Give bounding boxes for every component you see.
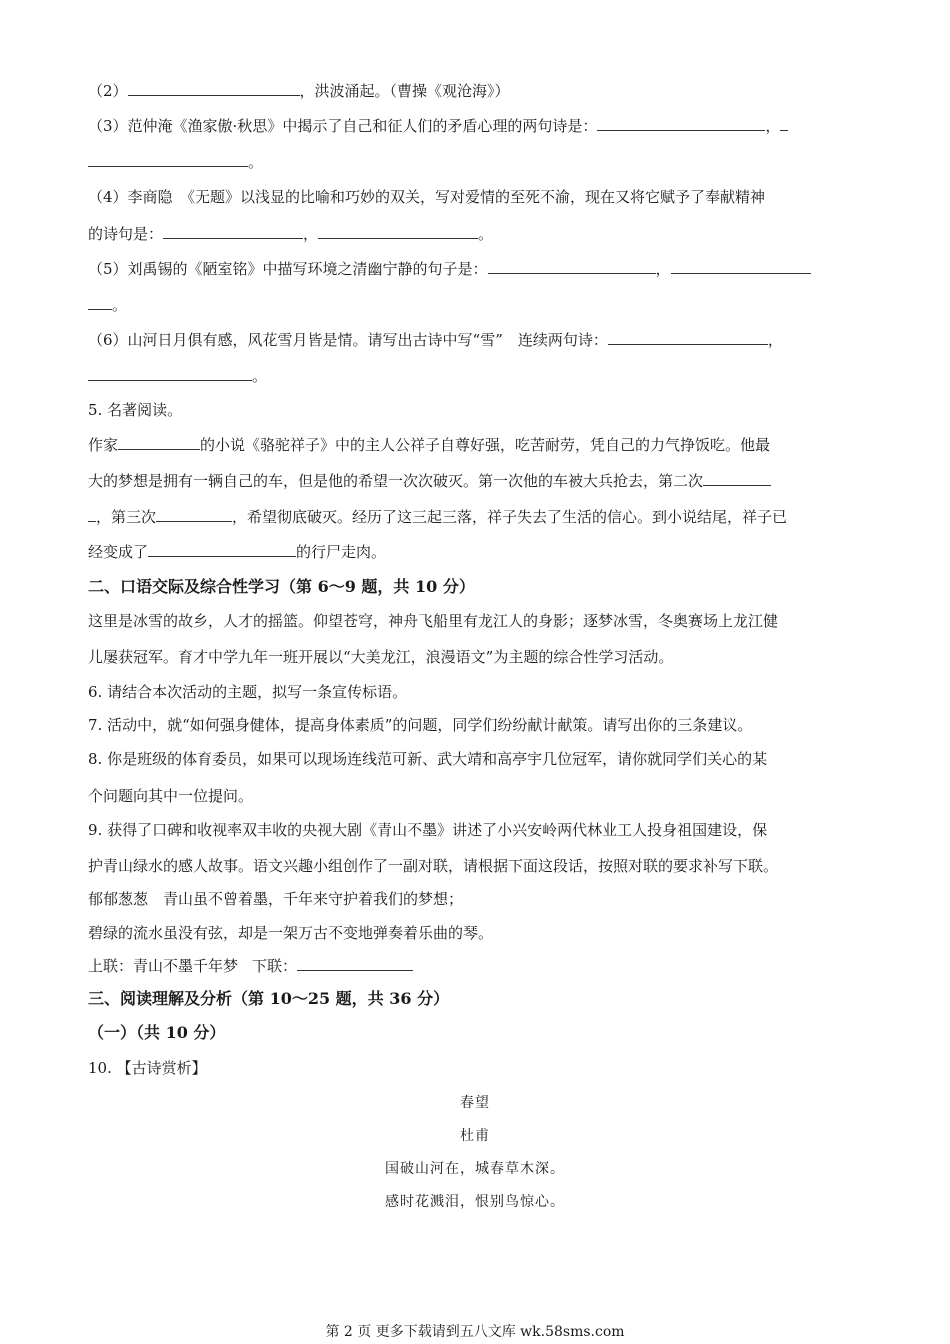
section-2-intro-1: 这里是冰雪的故乡，人才的摇篮。仰望苍穹，神舟飞船里有龙江人的身影；逐梦冰雪，冬奥赛场上龙江健 — [88, 612, 779, 630]
answer-blank-start[interactable] — [780, 116, 788, 131]
answer-blank-second-cont[interactable] — [88, 507, 96, 522]
q5-line-4 — [88, 542, 386, 562]
q9-couplet — [88, 956, 413, 976]
answer-blank-third[interactable] — [156, 507, 232, 522]
q4-item-6 — [88, 330, 783, 350]
q8-line-2: 个问题向其中一位提问。 — [88, 787, 254, 805]
end-mark: 。 — [478, 225, 494, 243]
section-3-sub-1: （一）（共 10 分） — [88, 1023, 226, 1042]
poem-line-2: 感时花溅泪，恨别鸟惊心。 — [385, 1194, 565, 1210]
separator: ， — [303, 225, 319, 243]
text: 经变成了 — [88, 543, 149, 561]
q4-item-3 — [88, 116, 788, 136]
end-mark: 。 — [252, 367, 268, 385]
item-label: （2） — [88, 82, 128, 100]
answer-blank-start[interactable] — [671, 259, 811, 274]
q7: 7. 活动中，就“如何强身健体，提高身体素质”的问题，同学们纷纷献计献策。请写出你的三条建议。 — [88, 716, 753, 734]
poem-author: 杜甫 — [460, 1128, 490, 1144]
end-mark: 。 — [112, 296, 128, 314]
answer-blank[interactable] — [608, 330, 768, 345]
text: 大的梦想是拥有一辆自己的车，但是他的希望一次次破灭。第一次他的车被大兵抢去，第二次 — [88, 472, 704, 490]
q5-line-1 — [88, 435, 770, 455]
page-footer: 第 2 页 更多下载请到五八文库 wk.58sms.com — [325, 1324, 625, 1340]
text: ，希望彻底破灭。经历了这三起三落，祥子失去了生活的信心。到小说结尾，祥子已 — [232, 508, 788, 526]
text: ，第三次 — [96, 508, 157, 526]
answer-blank[interactable] — [88, 366, 252, 381]
separator: ， — [767, 331, 783, 349]
q6: 6. 请结合本次活动的主题，拟写一条宣传标语。 — [88, 683, 408, 701]
q5-line-3 — [88, 507, 787, 527]
q4-item-4-cont — [88, 224, 493, 244]
section-2-heading: 二、口语交际及综合性学习（第 6～9 题，共 10 分） — [88, 577, 475, 596]
q8-line-1: 8. 你是班级的体育委员，如果可以现场连线范可新、武大靖和高亭宇几位冠军，请你就同学们关心的某 — [88, 750, 768, 768]
q4-item-2 — [88, 81, 510, 101]
item-text: （3）范仲淹《渔家傲·秋思》中揭示了自己和征人们的矛盾心理的两句诗是： — [88, 117, 598, 135]
answer-blank[interactable] — [597, 116, 765, 131]
separator: ， — [655, 260, 671, 278]
poem-title: 春望 — [460, 1095, 490, 1111]
text: 的行尸走肉。 — [296, 543, 387, 561]
answer-blank[interactable] — [488, 259, 656, 274]
q4-item-5 — [88, 259, 811, 279]
q4-item-4 — [88, 187, 765, 207]
upper-couplet: 上联：青山不墨千年梦 — [88, 957, 239, 975]
q4-item-3-cont — [88, 152, 263, 172]
item-text: （4）李商隐 《无题》以浅显的比喻和巧妙的双关，写对爱情的至死不渝，现在又将它赋予了奉献精神 — [88, 188, 766, 206]
item-text: ，洪波涌起。（曹操《观沧海》） — [299, 82, 510, 100]
text: 的小说《骆驼祥子》中的主人公祥子自尊好强，吃苦耐劳，凭自己的力气挣饭吃。他最 — [200, 436, 771, 454]
answer-blank-author[interactable] — [118, 435, 200, 450]
lower-couplet-label: 下联： — [252, 957, 298, 975]
answer-blank[interactable] — [88, 295, 112, 310]
q5-title: 5. 名著阅读。 — [88, 401, 183, 419]
item-text: （6）山河日月俱有感，风花雪月皆是情。请写出古诗中写“雪” 连续两句诗： — [88, 331, 608, 349]
answer-blank-final[interactable] — [148, 542, 296, 557]
answer-blank[interactable] — [163, 224, 303, 239]
item-text: 的诗句是： — [88, 225, 164, 243]
q9-line-4: 碧绿的流水虽没有弦，却是一架万古不变地弹奏着乐曲的琴。 — [88, 924, 494, 942]
item-text: （5）刘禹锡的《陋室铭》中描写环境之清幽宁静的句子是： — [88, 260, 488, 278]
answer-blank[interactable] — [318, 224, 478, 239]
end-mark: 。 — [248, 153, 264, 171]
q9-line-2: 护青山绿水的感人故事。语文兴趣小组创作了一副对联，请根据下面这段话，按照对联的要求补写下联。 — [88, 857, 779, 875]
q9-line-1: 9. 获得了口碑和收视率双丰收的央视大剧《青山不墨》讲述了小兴安岭两代林业工人投身祖国建设，保 — [88, 821, 768, 839]
text: 作家 — [88, 436, 119, 454]
section-3-heading: 三、阅读理解及分析（第 10～25 题，共 36 分） — [88, 989, 450, 1008]
answer-blank[interactable] — [128, 81, 300, 96]
q4-item-5-cont — [88, 295, 127, 315]
section-2-intro-2: 儿屡获冠军。育才中学九年一班开展以“大美龙江，浪漫语文”为主题的综合性学习活动。 — [88, 648, 674, 666]
q4-item-6-cont — [88, 366, 267, 386]
lower-couplet-blank[interactable] — [297, 956, 413, 971]
separator: ， — [765, 117, 781, 135]
answer-blank-second[interactable] — [703, 471, 771, 486]
poem-line-1: 国破山河在，城春草木深。 — [385, 1161, 565, 1177]
q5-line-2 — [88, 471, 771, 491]
q10: 10. 【古诗赏析】 — [88, 1059, 207, 1077]
answer-blank[interactable] — [88, 152, 248, 167]
q9-line-3: 郁郁葱葱 青山虽不曾着墨，千年来守护着我们的梦想； — [88, 890, 464, 908]
